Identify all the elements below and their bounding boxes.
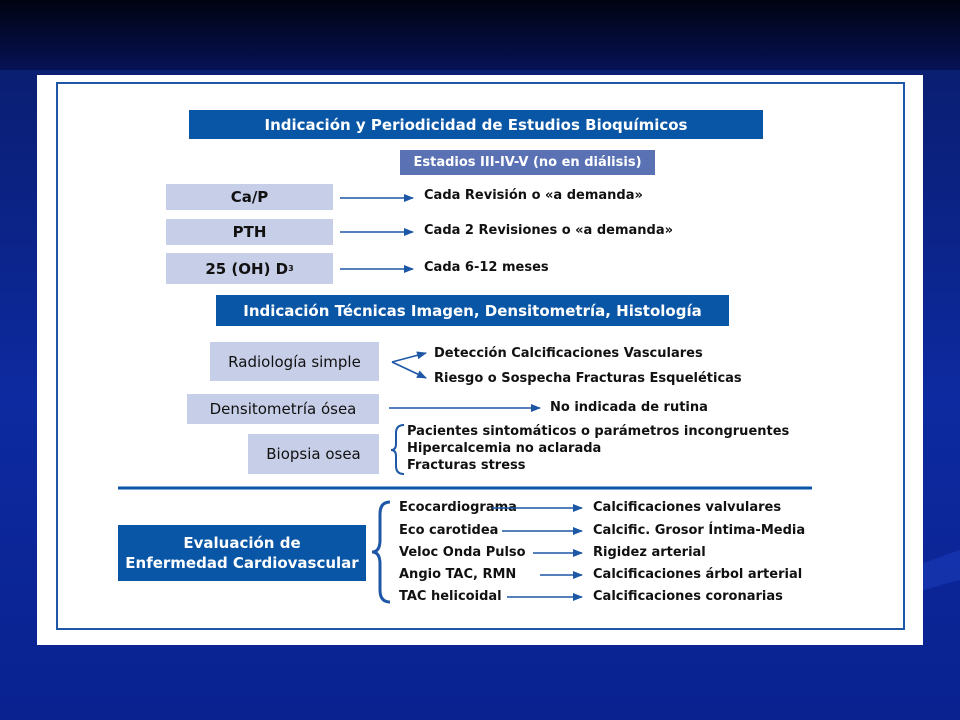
cardio-finding-4: Calcificaciones árbol arterial xyxy=(593,567,803,582)
cardio-test-5: TAC helicoidal xyxy=(399,589,502,604)
biopsia-result-1: Pacientes sintomáticos o parámetros incongruentes xyxy=(407,424,790,439)
box-ca-p xyxy=(166,184,333,210)
biopsia-result-3: Fracturas stress xyxy=(407,458,526,473)
box-vitamin-d-label: 25 (OH) D xyxy=(205,259,289,278)
cardio-test-4: Angio TAC, RMN xyxy=(399,567,517,582)
box-biopsia-label: Biopsia osea xyxy=(266,445,361,463)
cardio-test-1: Ecocardiograma xyxy=(399,500,517,515)
box-densitometria xyxy=(187,394,379,424)
title-cardio xyxy=(118,525,366,581)
box-radiologia xyxy=(210,342,379,381)
slide-top-band xyxy=(0,0,960,70)
cardio-finding-5: Calcificaciones coronarias xyxy=(593,589,783,604)
title-cardio-line1: Evaluación de xyxy=(183,534,301,552)
result-pth: Cada 2 Revisiones o «a demanda» xyxy=(424,223,674,238)
box-densitometria-label: Densitometría ósea xyxy=(209,400,357,418)
box-vitamin-d xyxy=(166,253,333,284)
box-pth-label: PTH xyxy=(232,223,267,241)
result-vitamin-d: Cada 6-12 meses xyxy=(424,260,549,275)
box-pth xyxy=(166,219,333,245)
box-ca-p-label: Ca/P xyxy=(230,188,269,206)
cardio-finding-1: Calcificaciones valvulares xyxy=(593,500,782,515)
cardio-test-2: Eco carotidea xyxy=(399,523,499,538)
result-ca-p: Cada Revisión o «a demanda» xyxy=(424,188,643,203)
biopsia-result-2: Hipercalcemia no aclarada xyxy=(407,441,602,456)
title-imagen: Indicación Técnicas Imagen, Densitometría, Histología xyxy=(216,295,729,326)
densitometria-result: No indicada de rutina xyxy=(550,400,708,415)
cardio-test-3: Veloc Onda Pulso xyxy=(399,545,526,560)
radiologia-result-1: Detección Calcificaciones Vasculares xyxy=(434,346,703,361)
box-radiologia-label: Radiología simple xyxy=(228,352,361,371)
estadios-label: Estadios III-IV-V (no en diálisis) xyxy=(400,150,655,175)
box-vitamin-d-sub: 3 xyxy=(288,264,294,273)
cardio-finding-3: Rigidez arterial xyxy=(593,545,706,560)
box-biopsia xyxy=(248,434,379,474)
radiologia-result-2: Riesgo o Sospecha Fracturas Esqueléticas xyxy=(434,371,742,386)
title-bioquimicos: Indicación y Periodicidad de Estudios Bioquímicos xyxy=(189,110,763,139)
cardio-finding-2: Calcific. Grosor Íntima-Media xyxy=(593,523,806,538)
title-cardio-line2: Enfermedad Cardiovascular xyxy=(125,554,359,572)
